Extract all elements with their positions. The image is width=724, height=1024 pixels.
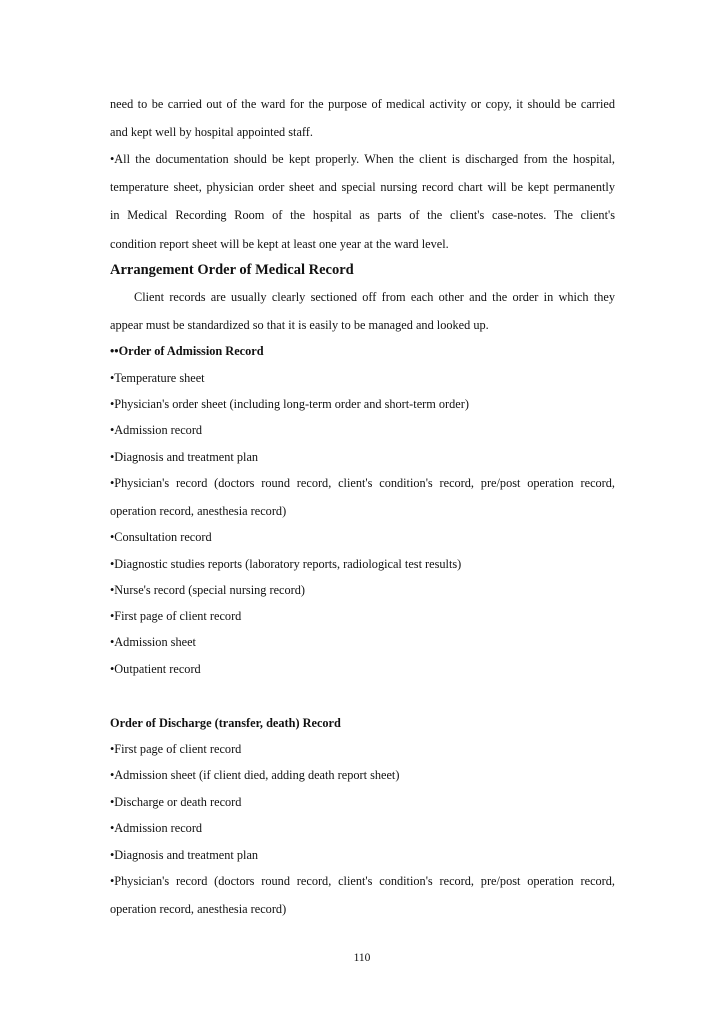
section-heading: Arrangement Order of Medical Record xyxy=(110,262,354,278)
list-item: •Diagnosis and treatment plan xyxy=(110,848,259,862)
list-item: •Temperature sheet xyxy=(110,371,205,385)
discharge-heading: Order of Discharge (transfer, death) Record xyxy=(110,716,341,730)
list-item: •Admission record xyxy=(110,423,203,437)
list-item: •First page of client record xyxy=(110,609,242,623)
list-item: •Admission sheet xyxy=(110,635,196,649)
list-item: •Admission record xyxy=(110,821,203,835)
section-paragraph-line-2: appear must be standardized so that it is easily to be managed and looked up. xyxy=(110,318,489,332)
intro-line-6: condition report sheet will be kept at least one year at the ward level. xyxy=(110,237,449,251)
intro-line-1: need to be carried out of the ward for the purpose of medical activity or copy, it should be carried xyxy=(110,97,615,111)
intro-line-3: •All the documentation should be kept properly. When the client is discharged from the hospital, xyxy=(110,152,615,166)
intro-line-2: and kept well by hospital appointed staff. xyxy=(110,125,313,139)
list-item: •Outpatient record xyxy=(110,662,201,676)
list-item: •Physician's order sheet (including long-term order and short-term order) xyxy=(110,397,469,411)
page-number: 110 xyxy=(353,952,371,964)
section-paragraph-line-1: Client records are usually clearly sectioned off from each other and the order in which they xyxy=(134,290,615,304)
list-item: •Nurse's record (special nursing record) xyxy=(110,583,305,597)
list-item-continuation: operation record, anesthesia record) xyxy=(110,504,287,518)
list-item: •Physician's record (doctors round record, client's condition's record, pre/post operation record, xyxy=(110,874,615,888)
list-item: •Diagnosis and treatment plan xyxy=(110,450,259,464)
list-item: •Admission sheet (if client died, adding death report sheet) xyxy=(110,768,400,782)
list-item: •Discharge or death record xyxy=(110,795,242,809)
intro-line-5: in Medical Recording Room of the hospital as parts of the client's case-notes. The client's xyxy=(110,208,615,222)
list-item: •First page of client record xyxy=(110,742,242,756)
admission-heading: ••Order of Admission Record xyxy=(110,344,264,358)
list-item-continuation: operation record, anesthesia record) xyxy=(110,902,287,916)
list-item: •Physician's record (doctors round record, client's condition's record, pre/post operation record, xyxy=(110,476,615,490)
list-item: •Diagnostic studies reports (laboratory reports, radiological test results) xyxy=(110,557,462,571)
intro-line-4: temperature sheet, physician order sheet and special nursing record chart will be kept permanently xyxy=(110,180,615,194)
list-item: •Consultation record xyxy=(110,530,212,544)
